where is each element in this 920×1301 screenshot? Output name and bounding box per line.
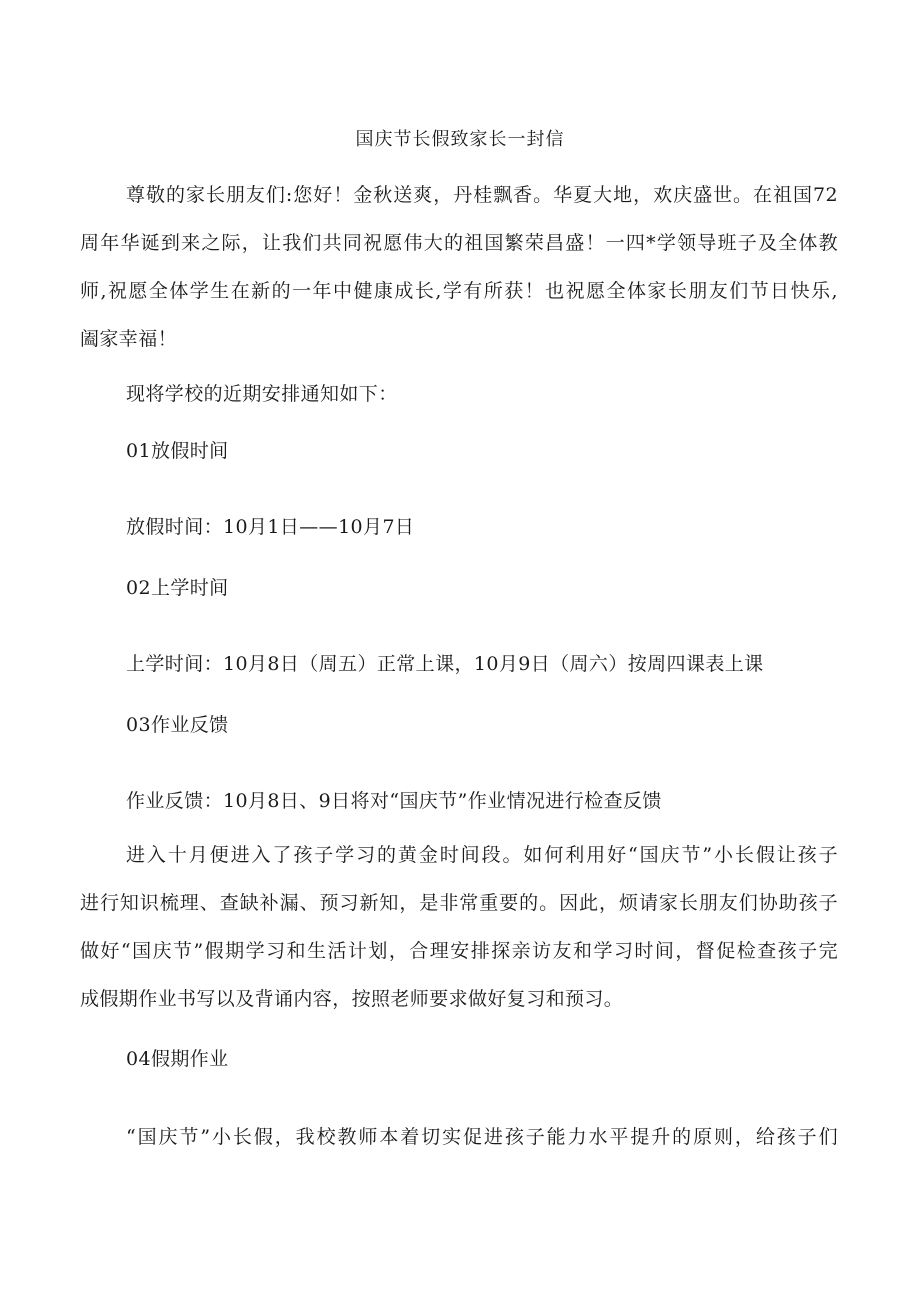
paragraph-line-3: 做好“国庆节”假期学习和生活计划，合理安排探亲访友和学习时间，督促检查孩子完 [80, 940, 838, 962]
document-title: 国庆节长假致家长一封信 [355, 129, 565, 150]
paragraph-line-2: 进行知识梳理、查缺补漏、预习新知，是非常重要的。因此，烦请家长朋友们协助孩子 [80, 892, 838, 914]
section-body-school: 上学时间：10月8日（周五）正常上课，10月9日（周六）按周四课表上课 [126, 653, 764, 675]
section-heading-holiday: 01放假时间 [126, 440, 229, 462]
greeting-line-1: 尊敬的家长朋友们:您好！金秋送爽，丹桂飘香。华夏大地，欢庆盛世。在祖国72 [126, 184, 838, 206]
greeting-line-2: 周年华诞到来之际，让我们共同祝愿伟大的祖国繁荣昌盛！一四*学领导班子及全体教 [80, 232, 838, 254]
section-heading-school: 02上学时间 [126, 577, 229, 599]
section-heading-holiday-homework: 04假期作业 [126, 1048, 229, 1070]
section-body-holiday: 放假时间：10月1日——10月7日 [126, 516, 415, 538]
paragraph-line-4: 成假期作业书写以及背诵内容，按照老师要求做好复习和预习。 [80, 988, 624, 1010]
paragraph-line-1: 进入十月便进入了孩子学习的黄金时间段。如何利用好“国庆节”小长假让孩子 [126, 844, 838, 866]
section-body-holiday-homework: “国庆节”小长假，我校教师本着切实促进孩子能力水平提升的原则，给孩子们 [126, 1126, 838, 1148]
section-heading-homework-feedback: 03作业反馈 [126, 714, 229, 736]
greeting-line-4: 阖家幸福！ [80, 328, 178, 350]
intro-text: 现将学校的近期安排通知如下： [126, 383, 398, 405]
greeting-line-3: 师,祝愿全体学生在新的一年中健康成长,学有所获！也祝愿全体家长朋友们节日快乐, [80, 280, 838, 302]
section-body-homework-feedback: 作业反馈：10月8日、9日将对“国庆节”作业情况进行检查反馈 [126, 790, 662, 812]
